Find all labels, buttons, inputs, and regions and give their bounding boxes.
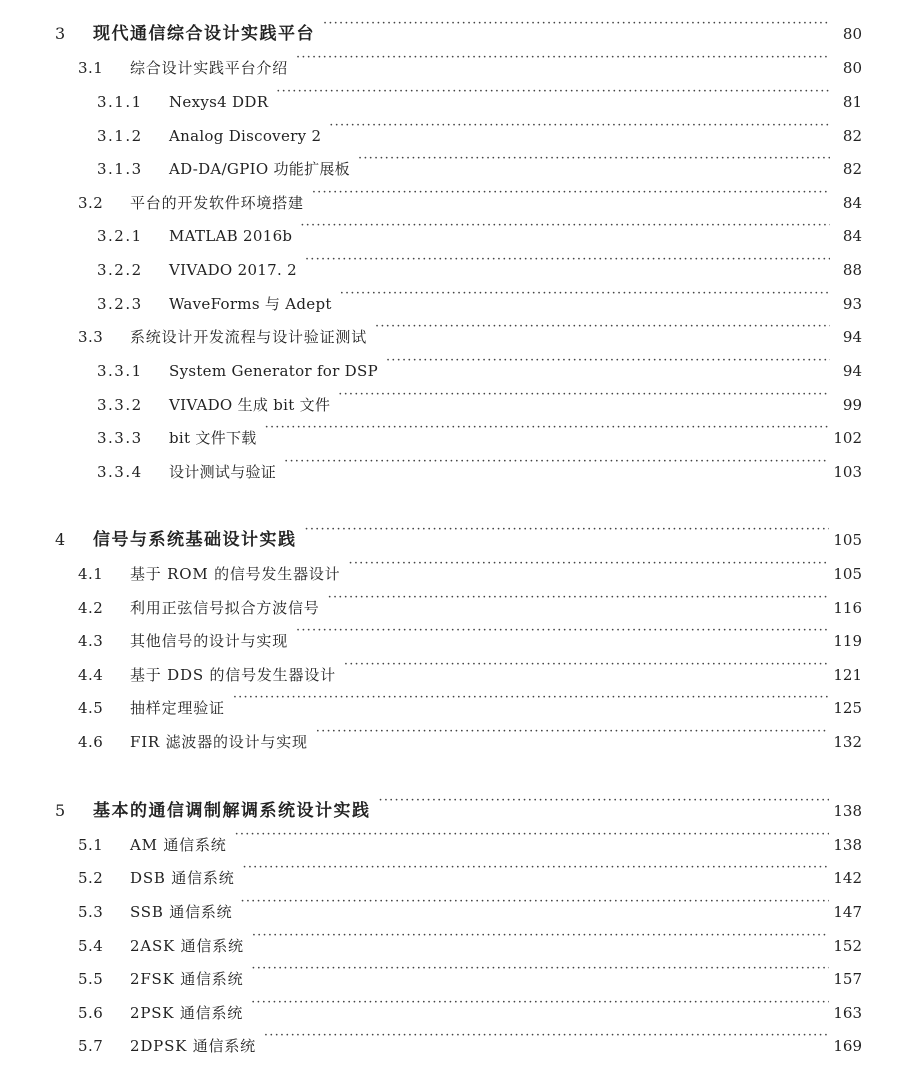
toc-page-number: 94 xyxy=(842,328,862,346)
toc-title: 2ASK 通信系统 xyxy=(130,937,244,955)
toc-leader-dots xyxy=(305,245,830,275)
toc-entry-3-1-1[interactable] xyxy=(97,77,862,111)
toc-page-number: 119 xyxy=(833,632,862,650)
toc-number: 4.6 xyxy=(78,733,104,751)
toc-number: 3 xyxy=(55,24,66,43)
toc-entry-5-5[interactable] xyxy=(78,954,862,988)
toc-page-number: 105 xyxy=(833,565,862,583)
toc-title: 其他信号的设计与实现 xyxy=(130,632,289,650)
toc-page-number: 125 xyxy=(833,699,862,717)
toc-leader-dots xyxy=(240,887,829,917)
toc-title: 平台的开发软件环境搭建 xyxy=(130,194,304,212)
toc-entry-3-3-1[interactable] xyxy=(97,346,862,380)
toc-page-number: 82 xyxy=(842,127,862,145)
toc-page-number: 147 xyxy=(833,903,862,921)
toc-number: 4.3 xyxy=(78,632,104,650)
toc-title: FIR 滤波器的设计与实现 xyxy=(130,733,308,751)
toc-leader-dots xyxy=(338,380,830,410)
toc-number: 3.3.2 xyxy=(97,396,143,414)
toc-leader-dots xyxy=(323,9,830,39)
toc-page-number: 80 xyxy=(842,59,862,77)
toc-entry-3-1[interactable] xyxy=(78,43,862,77)
toc-page-number: 152 xyxy=(833,937,862,955)
toc-entry-3-2-2[interactable] xyxy=(97,245,862,279)
toc-title: MATLAB 2016b xyxy=(169,227,293,245)
toc-leader-dots xyxy=(265,413,830,443)
toc-leader-dots xyxy=(284,447,829,477)
toc-leader-dots xyxy=(349,549,830,579)
toc-leader-dots xyxy=(300,211,830,241)
toc-entry-chapter-3[interactable] xyxy=(55,9,862,44)
toc-page-number: 121 xyxy=(833,666,862,684)
toc-entry-4-3[interactable] xyxy=(78,616,862,650)
toc-leader-dots xyxy=(312,178,830,208)
toc-number: 4.1 xyxy=(78,565,104,583)
toc-page-number: 138 xyxy=(833,802,862,820)
toc-number: 3.1 xyxy=(78,59,104,77)
toc-leader-dots xyxy=(316,717,830,747)
toc-entry-3-2-1[interactable] xyxy=(97,211,862,245)
toc-number: 5.2 xyxy=(78,869,104,887)
toc-page-number: 169 xyxy=(833,1037,862,1055)
toc-number: 4.5 xyxy=(78,699,104,717)
toc-title: 系统设计开发流程与设计验证测试 xyxy=(130,328,368,346)
toc-leader-dots xyxy=(276,77,830,107)
toc-title: 基于 DDS 的信号发生器设计 xyxy=(130,666,336,684)
toc-number: 3.3.1 xyxy=(97,362,143,380)
toc-title: 2DPSK 通信系统 xyxy=(130,1037,256,1055)
toc-number: 3.1.2 xyxy=(97,127,143,145)
toc-leader-dots xyxy=(344,650,829,680)
toc-leader-dots xyxy=(296,616,829,646)
toc-page-number: 88 xyxy=(842,261,862,279)
toc-leader-dots xyxy=(296,43,830,73)
toc-title: 基于 ROM 的信号发生器设计 xyxy=(130,565,341,583)
toc-page-number: 84 xyxy=(842,194,862,212)
toc-entry-4-6[interactable] xyxy=(78,717,862,751)
toc-entry-3-3-2[interactable] xyxy=(97,380,862,414)
toc-page-number: 132 xyxy=(833,733,862,751)
toc-title: 综合设计实践平台介绍 xyxy=(130,59,289,77)
toc-number: 5.6 xyxy=(78,1004,104,1022)
toc-number: 4 xyxy=(55,530,66,549)
toc-number: 3.3.4 xyxy=(97,463,143,481)
toc-title: 基本的通信调制解调系统设计实践 xyxy=(93,801,371,821)
toc-leader-dots xyxy=(386,346,830,376)
toc-number: 5.3 xyxy=(78,903,104,921)
toc-title: Analog Discovery 2 xyxy=(169,127,322,145)
toc-number: 5.7 xyxy=(78,1037,104,1055)
toc-entry-3-1-3[interactable] xyxy=(97,144,862,178)
toc-page-number: 84 xyxy=(842,227,862,245)
toc-title: 2PSK 通信系统 xyxy=(130,1004,244,1022)
toc-title: System Generator for DSP xyxy=(169,362,378,380)
toc-number: 3.2.1 xyxy=(97,227,143,245)
toc-leader-dots xyxy=(328,583,830,613)
toc-leader-dots xyxy=(235,820,830,850)
toc-entry-5-3[interactable] xyxy=(78,887,862,921)
toc-title: 利用正弦信号拟合方波信号 xyxy=(130,599,320,617)
toc-page-number: 102 xyxy=(833,429,862,447)
toc-leader-dots xyxy=(329,111,830,141)
toc-number: 5.5 xyxy=(78,970,104,988)
toc-leader-dots xyxy=(251,954,829,984)
toc-number: 4.2 xyxy=(78,599,104,617)
toc-entry-3-3-4[interactable] xyxy=(97,447,862,481)
toc-page-number: 105 xyxy=(833,531,862,549)
toc-entry-3-3-3[interactable] xyxy=(97,413,862,447)
toc-number: 3.1.1 xyxy=(97,93,143,111)
toc-number: 5.1 xyxy=(78,836,104,854)
toc-number: 3.3 xyxy=(78,328,104,346)
toc-entry-5-7[interactable] xyxy=(78,1021,862,1055)
toc-entry-4-4[interactable] xyxy=(78,650,862,684)
toc-leader-dots xyxy=(243,853,830,883)
toc-entry-5-6[interactable] xyxy=(78,988,862,1022)
toc-title: 抽样定理验证 xyxy=(130,699,225,717)
toc-number: 5.4 xyxy=(78,937,104,955)
toc-entry-5-4[interactable] xyxy=(78,921,862,955)
toc-leader-dots xyxy=(252,921,830,951)
toc-page-number: 94 xyxy=(842,362,862,380)
toc-entry-5-1[interactable] xyxy=(78,820,862,854)
toc-title: SSB 通信系统 xyxy=(130,903,233,921)
toc-page-number: 82 xyxy=(842,160,862,178)
toc-title: VIVADO 生成 bit 文件 xyxy=(169,396,331,414)
toc-leader-dots xyxy=(375,312,830,342)
toc-number: 3.2.3 xyxy=(97,295,143,313)
toc-leader-dots xyxy=(340,279,830,309)
toc-title: AD-DA/GPIO 功能扩展板 xyxy=(169,160,350,178)
toc-number: 3.1.3 xyxy=(97,160,143,178)
toc-entry-5-2[interactable] xyxy=(78,853,862,887)
toc-entry-chapter-5[interactable] xyxy=(55,786,862,821)
toc-page-number: 99 xyxy=(842,396,862,414)
toc-number: 3.3.3 xyxy=(97,429,143,447)
toc-title: 设计测试与验证 xyxy=(169,463,277,481)
toc-leader-dots xyxy=(264,1021,829,1051)
toc-number: 3.2 xyxy=(78,194,104,212)
toc-entry-4-2[interactable] xyxy=(78,583,862,617)
toc-entry-3-1-2[interactable] xyxy=(97,111,862,145)
toc-entry-chapter-4[interactable] xyxy=(55,515,862,550)
toc-number: 5 xyxy=(55,801,66,820)
toc-page-number: 163 xyxy=(833,1004,862,1022)
toc-page-number: 81 xyxy=(842,93,862,111)
toc-entry-4-1[interactable] xyxy=(78,549,862,583)
toc-leader-dots xyxy=(305,515,830,545)
toc-title: DSB 通信系统 xyxy=(130,869,235,887)
toc-title: VIVADO 2017. 2 xyxy=(169,261,297,279)
toc-page-number: 138 xyxy=(833,836,862,854)
toc-title: Nexys4 DDR xyxy=(169,93,269,111)
toc-title: 现代通信综合设计实践平台 xyxy=(93,24,315,44)
toc-title: WaveForms 与 Adept xyxy=(169,295,332,313)
toc-leader-dots xyxy=(358,144,830,174)
toc-title: bit 文件下载 xyxy=(169,429,257,447)
toc-number: 4.4 xyxy=(78,666,104,684)
toc-leader-dots xyxy=(379,786,830,816)
toc-title: AM 通信系统 xyxy=(130,836,227,854)
toc-title: 信号与系统基础设计实践 xyxy=(93,530,297,550)
toc-page-number: 93 xyxy=(842,295,862,313)
toc-entry-3-2[interactable] xyxy=(78,178,862,212)
toc-page-number: 142 xyxy=(833,869,862,887)
toc-page-number: 103 xyxy=(833,463,862,481)
toc-entry-4-5[interactable] xyxy=(78,683,862,717)
toc-entry-3-2-3[interactable] xyxy=(97,279,862,313)
toc-leader-dots xyxy=(251,988,829,1018)
toc-number: 3.2.2 xyxy=(97,261,143,279)
toc-entry-3-3[interactable] xyxy=(78,312,862,346)
toc-page-number: 80 xyxy=(842,25,862,43)
toc-page-number: 116 xyxy=(833,599,862,617)
toc-leader-dots xyxy=(233,683,830,713)
toc-page-number: 157 xyxy=(833,970,862,988)
toc-title: 2FSK 通信系统 xyxy=(130,970,244,988)
